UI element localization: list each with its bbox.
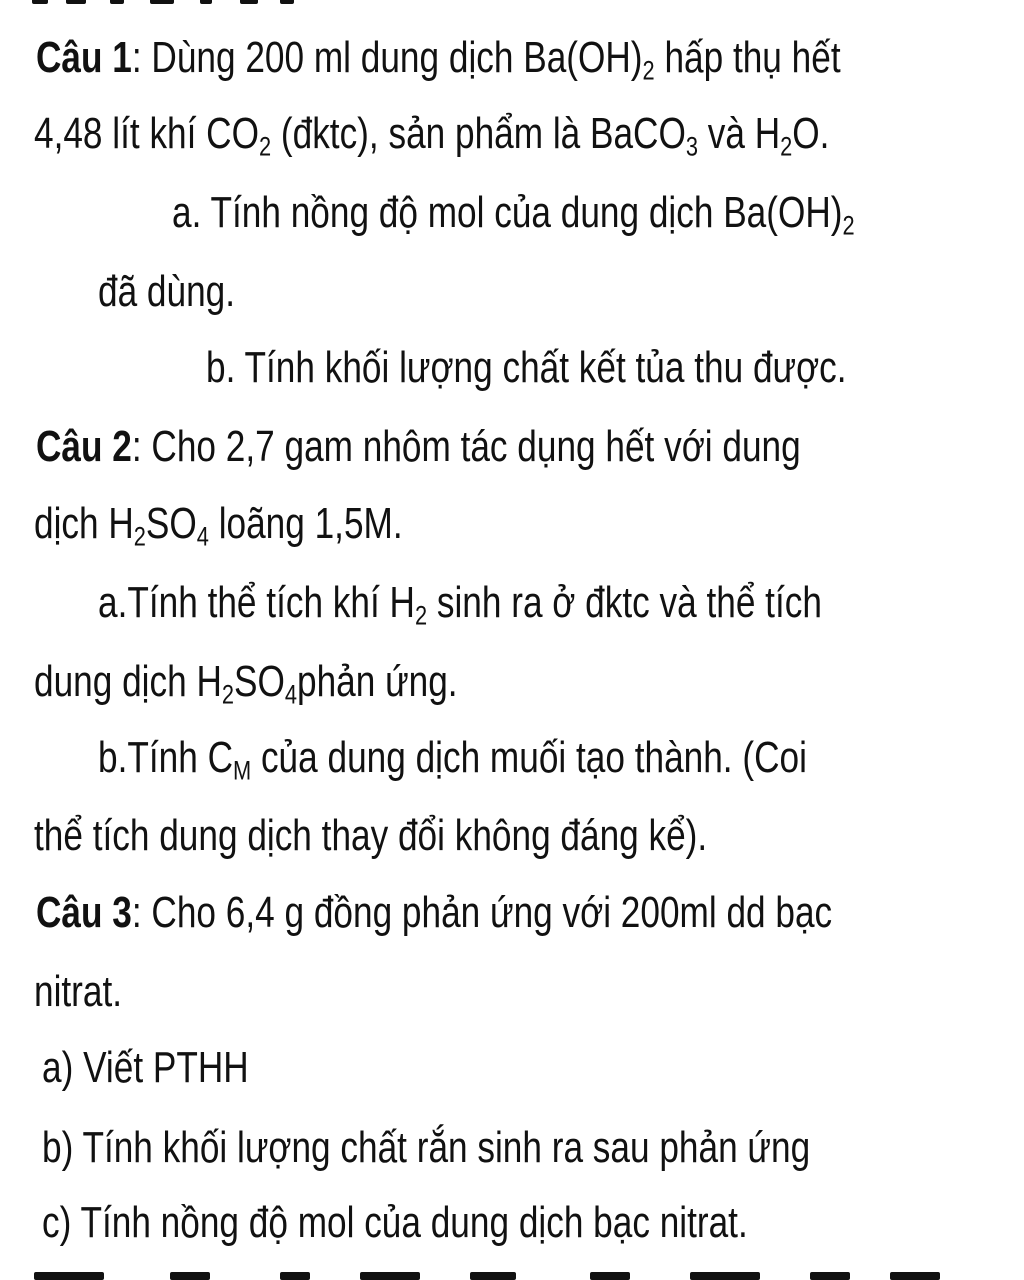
q1-part-a-line-1: a. Tính nồng độ mol của dung dịch $Ba(OH)_2$ [172,188,855,241]
q2-label: Câu 2 [36,422,132,471]
cropped-text-top [30,0,970,4]
q2-part-b-line-2: thể tích dung dịch thay đổi không đáng kể). [34,811,708,860]
q2-part-b-line-1: b.Tính $C_M$ của dung dịch muối tạo thành. (Coi [98,733,807,786]
q3-stem-line-1: Câu 3: Cho 6,4 g đồng phản ứng với 200ml dd bạc [36,888,833,937]
q2-stem-line-1: Câu 2: Cho 2,7 gam nhôm tác dụng hết với dung [36,422,801,471]
q1-part-b: b. Tính khối lượng chất kết tủa thu được. [206,343,847,392]
q1-stem-line-1: Câu 1: Dùng 200 ml dung dịch $Ba(OH)_2$ hấp thụ hết [36,33,841,86]
cropped-text-bottom [30,1272,970,1280]
q1-part-a-line-2: đã dùng. [98,267,236,316]
q3-stem-line-2: nitrat. [34,967,123,1016]
q2-stem-line-2: dịch $H_2SO_4$ loãng 1,5M. [34,499,403,552]
q1-stem-line-2: 4,48 lít khí $CO_2$ (đktc), sản phẩm là BaCO$_3$ và $H_2O$. [34,109,830,162]
q3-label: Câu 3 [36,888,132,937]
q3-part-b: b) Tính khối lượng chất rắn sinh ra sau phản ứng [42,1123,811,1172]
q3-part-c: c) Tính nồng độ mol của dung dịch bạc nitrat. [42,1198,748,1247]
q2-part-a-line-1: a.Tính thể tích khí $H_2$ sinh ra ở đktc và thể tích [98,578,822,631]
q3-part-a: a) Viết PTHH [42,1043,249,1092]
q2-part-a-line-2: dung dịch $H_2SO_4phản$ ứng. [34,657,458,710]
q1-label: Câu 1 [36,33,132,82]
